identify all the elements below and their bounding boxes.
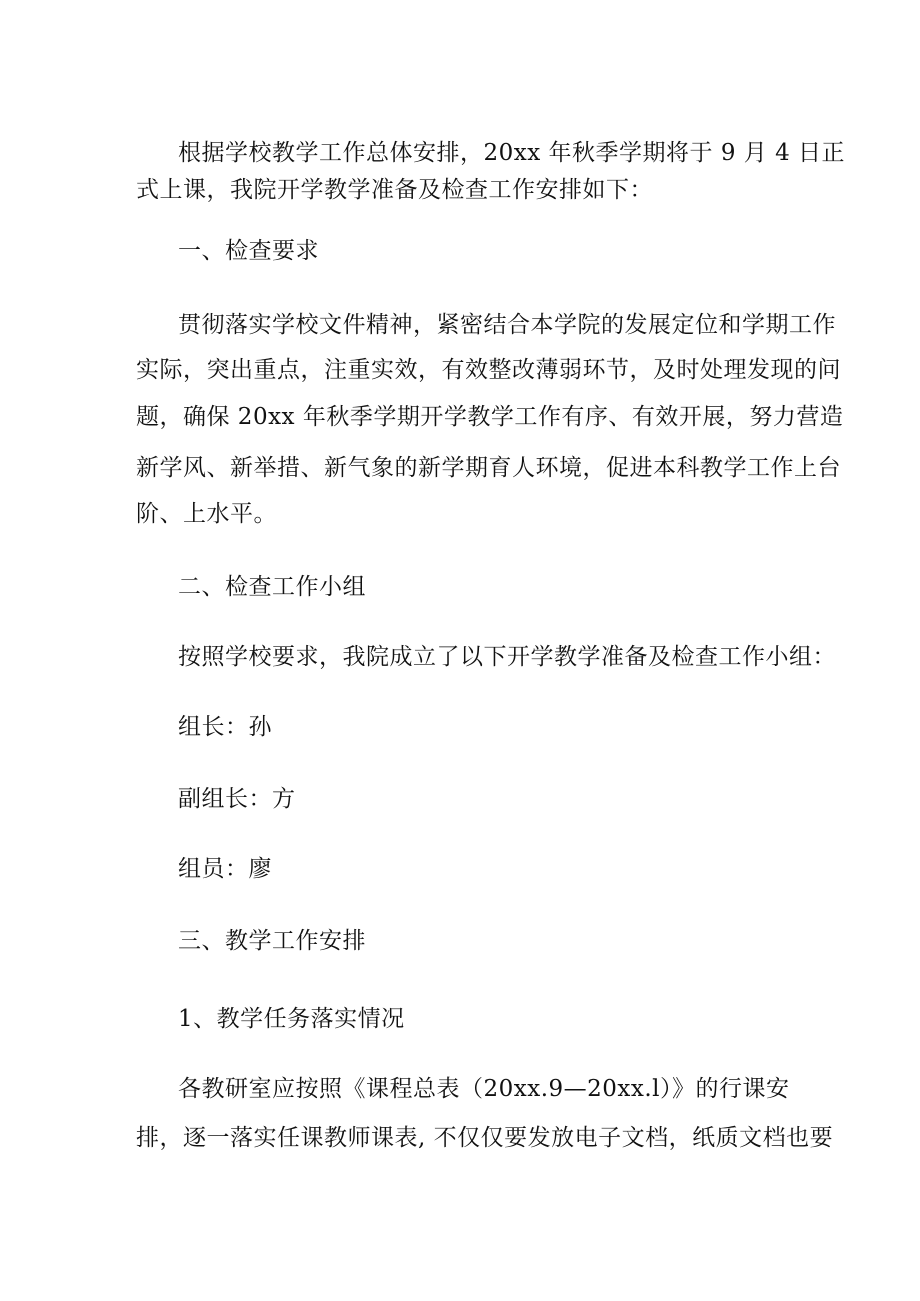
subsection-1-heading: 1、教学任务落实情况 [178,1006,405,1032]
group-leader: 组长：孙 [178,714,272,740]
section-1-paragraph-line-3: 题，确保 20xx 年秋季学期开学教学工作有序、有效开展，努力营造 [136,404,844,430]
section-2-intro: 按照学校要求，我院成立了以下开学教学准备及检查工作小组： [178,644,836,670]
subsection-1-paragraph-line-1: 各教研室应按照《课程总表（20xx.9—20xx.l）》的行课安 [178,1076,790,1102]
section-1-paragraph-line-1: 贯彻落实学校文件精神，紧密结合本学院的发展定位和学期工作 [178,312,836,338]
section-1-paragraph-line-4: 新学风、新举措、新气象的新学期育人环境，促进本科教学工作上台 [136,455,841,481]
section-1-paragraph-line-5: 阶、上水平。 [136,501,277,527]
intro-paragraph-line-2: 式上课，我院开学教学准备及检查工作安排如下： [136,177,653,203]
intro-paragraph-line-1: 根据学校教学工作总体安排，20xx 年秋季学期将于 9 月 4 日正 [178,140,846,166]
group-deputy-leader: 副组长：方 [178,786,296,812]
group-member: 组员：廖 [178,856,272,882]
section-3-heading: 三、教学工作安排 [178,928,366,954]
section-1-paragraph-line-2: 实际，突出重点，注重实效，有效整改薄弱环节，及时处理发现的问 [136,357,841,383]
subsection-1-paragraph-line-2: 排，逐一落实任课教师课表, 不仅仅要发放电子文档，纸质文档也要 [136,1125,834,1151]
section-2-heading: 二、检查工作小组 [178,574,366,600]
section-1-heading: 一、检查要求 [178,238,319,264]
